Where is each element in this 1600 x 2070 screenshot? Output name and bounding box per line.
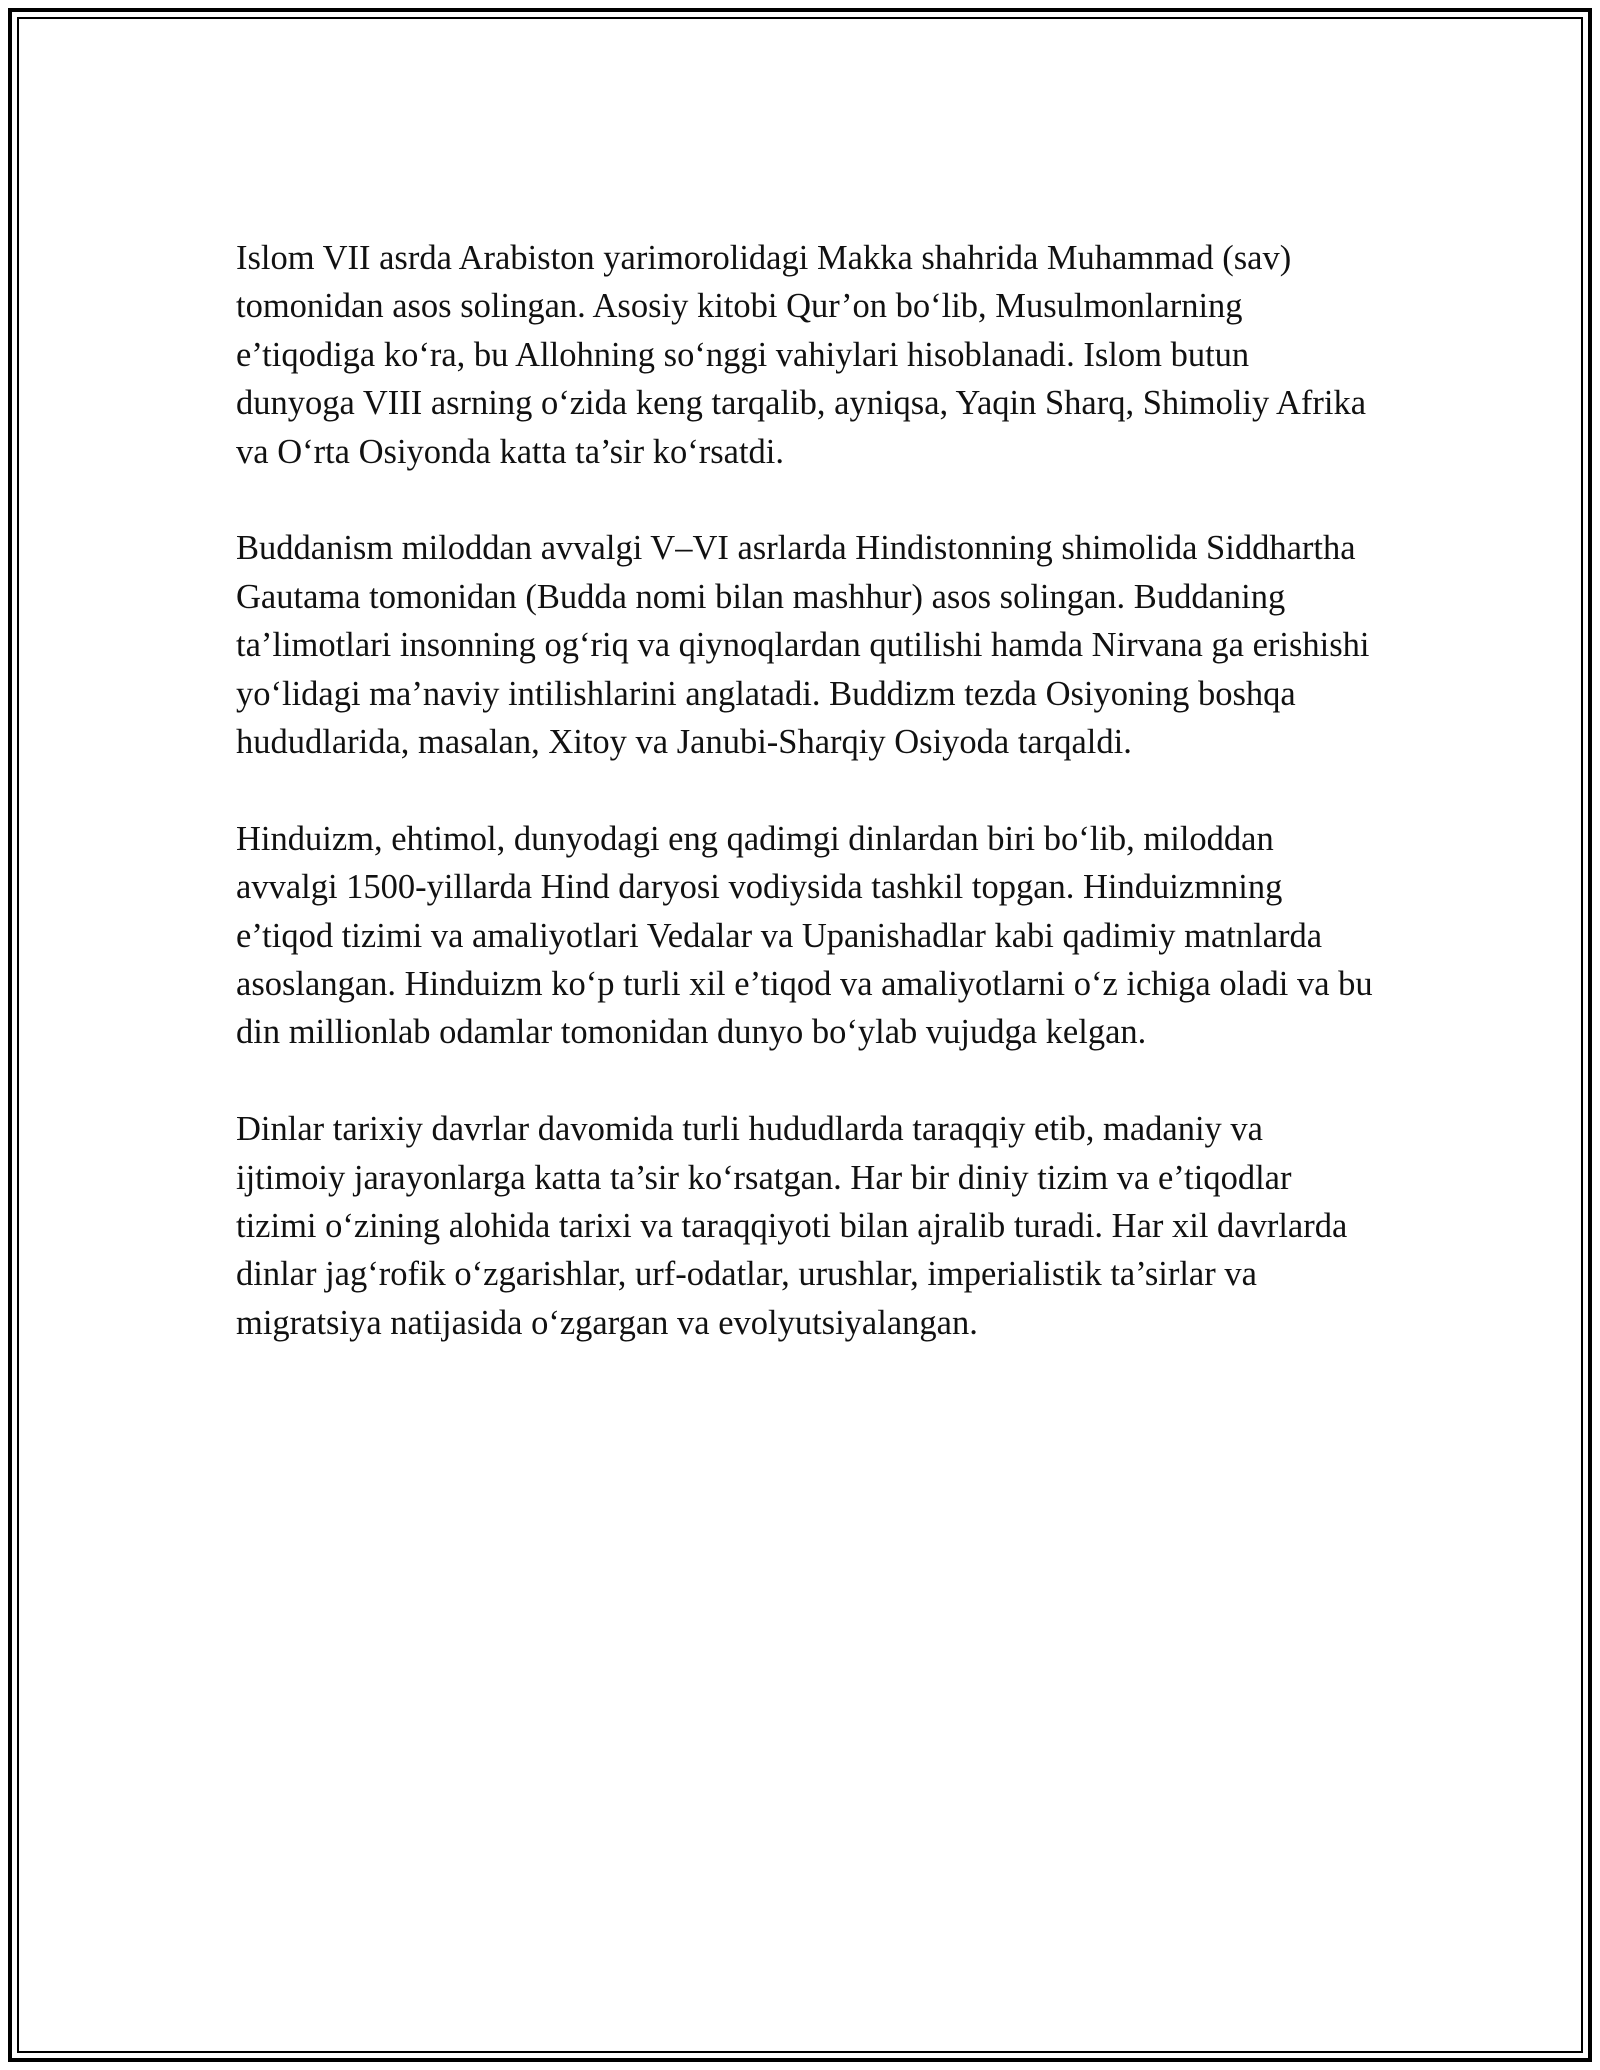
- paragraph-islam: Islom VII asrda Arabiston yarimorolidagi Makka shahrida Muhammad (sav) tomonidan asos solingan. Asosiy kitobi Qur’on bo‘lib, Musulmonlarning e’tiqodiga ko‘ra, bu Allohning so‘nggi vahiylari hisoblanadi. Islom butun dunyoga VIII asrning o‘zida keng tarqalib, ayniqsa, Yaqin Sharq, Shimoliy Afrika va O‘rta Osiyonda katta ta’sir ko‘rsatdi.: [236, 239, 1367, 471]
- paragraph-religions-history: Dinlar tarixiy davrlar davomida turli hududlarda taraqqiy etib, madaniy va ijtimoiy jarayonlarga katta ta’sir ko‘rsatgan. Har bir diniy tizim va e’tiqodlar tizimi o‘zining alohida tarixi va taraqqiyoti bilan ajralib turadi. Har xil davrlarda dinlar jag‘rofik o‘zgarishlar, urf-odatlar, urushlar, imperialistik ta’sirlar va migratsiya natijasida o‘zgargan va evolyutsiyalangan.: [236, 1110, 1348, 1342]
- document-body: [236, 234, 1376, 1396]
- paragraph-buddhism: Buddanism miloddan avvalgi V–VI asrlarda Hindistonning shimolida Siddhartha Gautama tomonidan (Budda nomi bilan mashhur) asos solingan. Buddaning ta’limotlari insonning og‘riq va qiynoqlardan qutilishi hamda Nirvana ga erishishi yo‘lidagi ma’naviy intilishlarini anglatadi. Buddizm tezda Osiyoning boshqa hududlarida, masalan, Xitoy va Janubi-Sharqiy Osiyoda tarqaldi.: [236, 529, 1370, 762]
- paragraph-hinduism: Hinduizm, ehtimol, dunyodagi eng qadimgi dinlardan biri bo‘lib, miloddan avvalgi 1500-yillarda Hind daryosi vodiysida tashkil topgan. Hinduizmning e’tiqod tizimi va amaliyotlari Vedalar va Upanishadlar kabi qadimiy matnlarda asoslangan. Hinduizm ko‘p turli xil e’tiqod va amaliyotlarni o‘z ichiga oladi va bu din millionlab odamlar tomonidan dunyo bo‘ylab vujudga kelgan.: [236, 819, 1373, 1052]
